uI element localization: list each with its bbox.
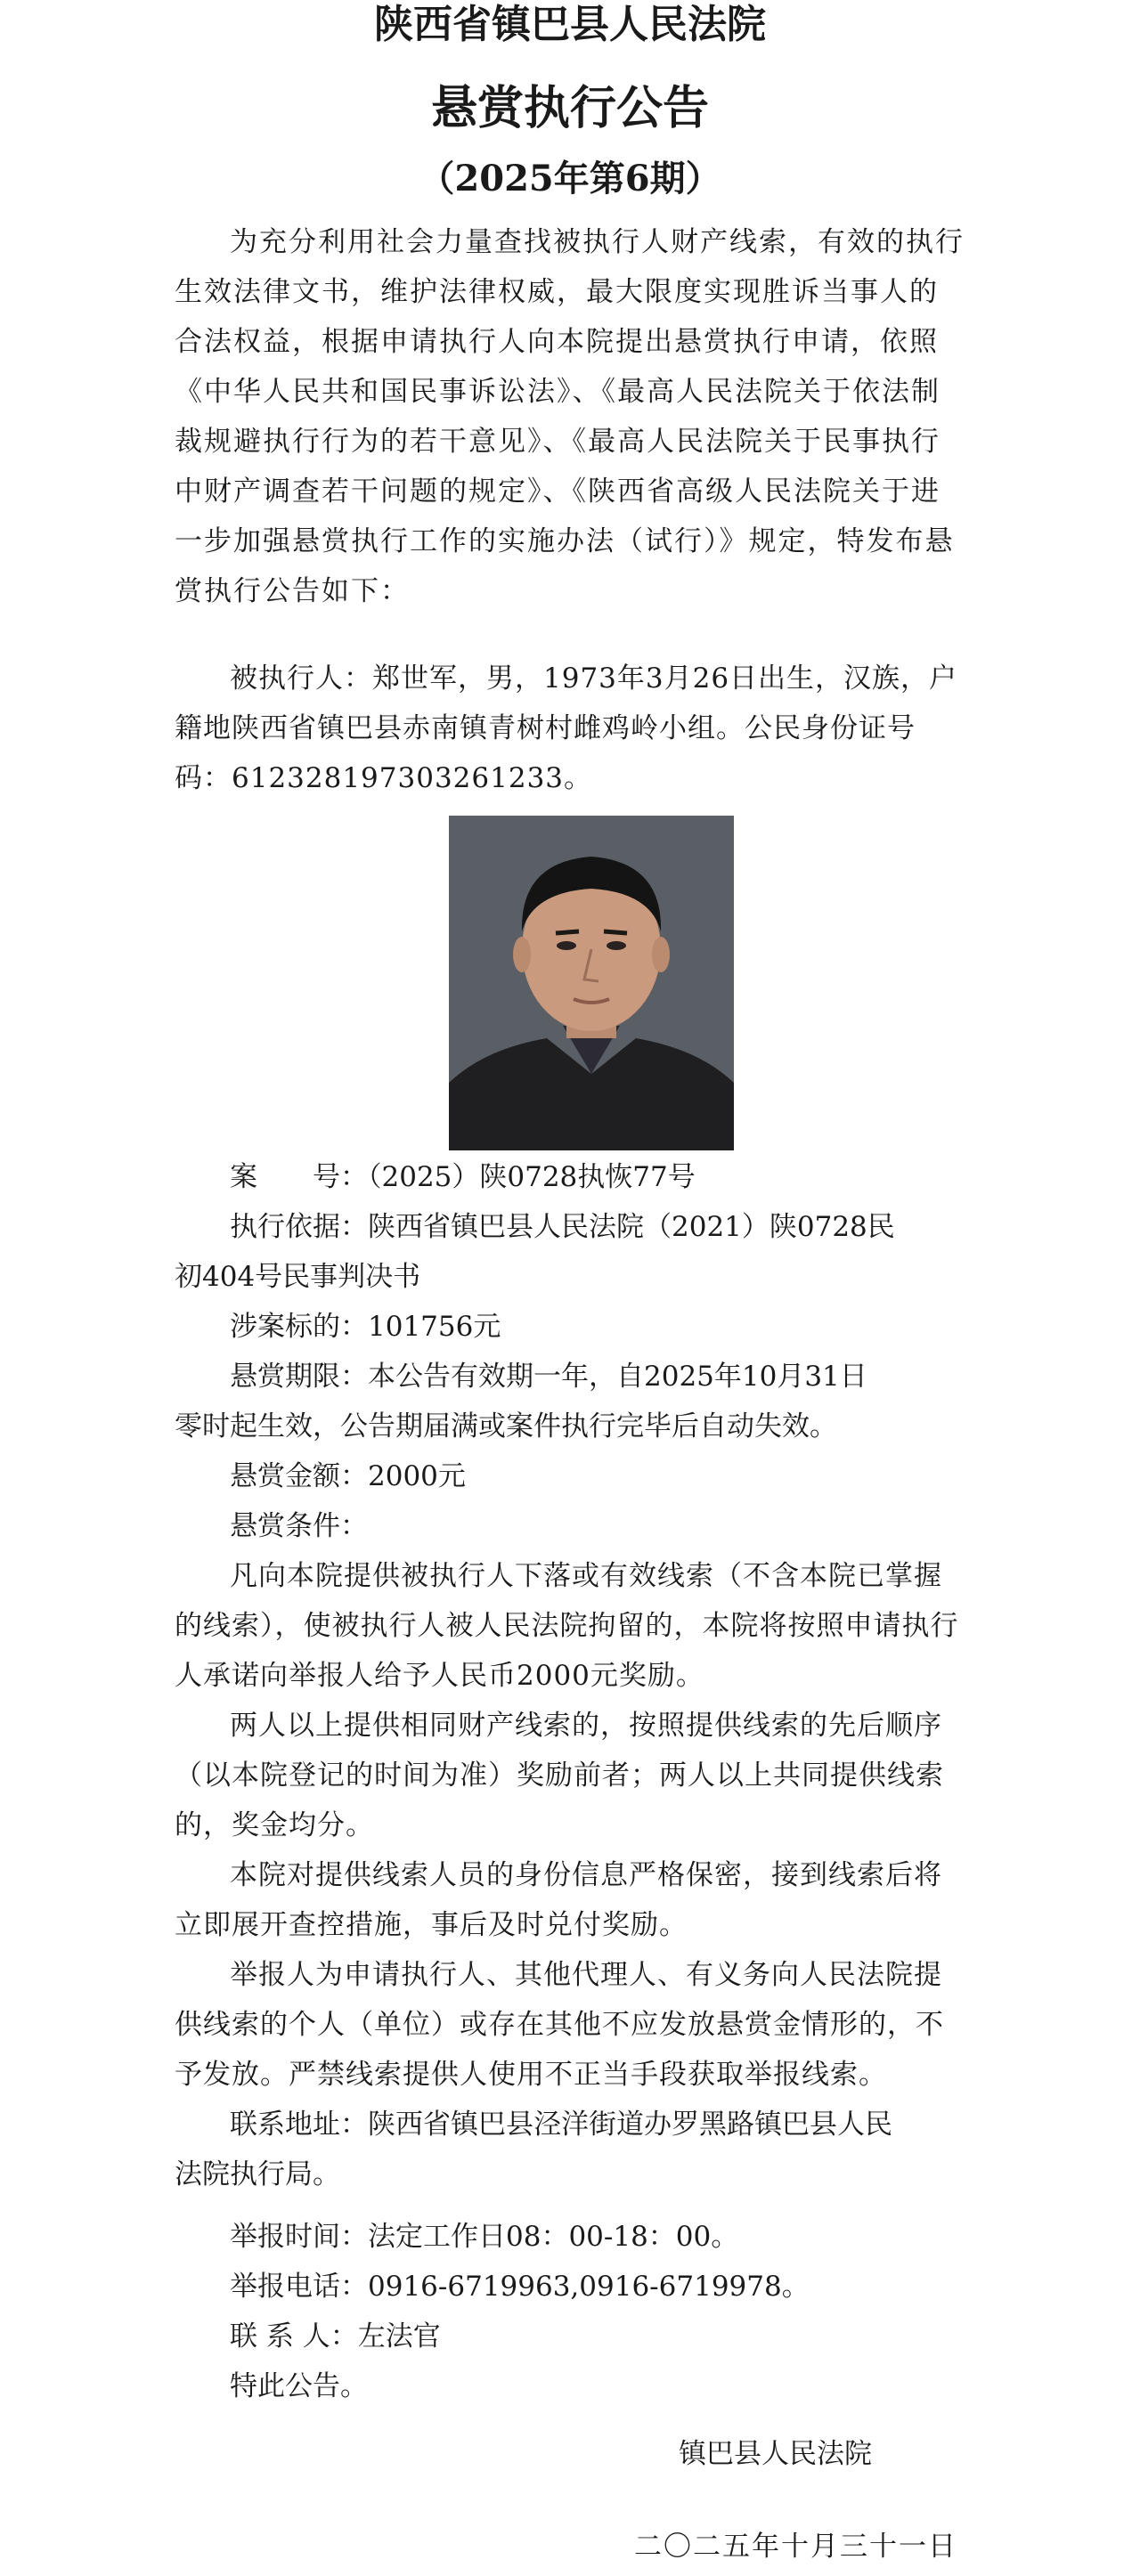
reward-period: 悬赏期限：本公告有效期一年，自2025年10月31日 xyxy=(230,1361,867,1393)
contact-person: 联 系 人：左法官 xyxy=(230,2320,441,2353)
case-number: 案 号：（2025）陕0728执恢77号 xyxy=(230,1161,696,1193)
reward-conditions-heading: 悬赏条件： xyxy=(230,1510,368,1542)
contact-address-cont: 法院执行局。 xyxy=(175,2158,340,2190)
report-hours: 举报时间：法定工作日08：00-18：00。 xyxy=(230,2221,739,2253)
person-photo-icon xyxy=(449,816,734,1150)
condition-paragraph-4: 举报人为申请执行人、其他代理人、有义务向人民法院提供线索的个人（单位）或存在其他不应发放悬赏金情形的，不予发放。严禁线索提供人使用不正当手段获取举报线索。 xyxy=(175,1959,944,2091)
condition-paragraph-2: 两人以上提供相同财产线索的，按照提供线索的先后顺序（以本院登记的时间为准）奖励前者；两人以上共同提供线索的，奖金均分。 xyxy=(175,1710,944,1841)
debtor-info-paragraph: 被执行人：郑世军，男，1973年3月26日出生，汉族，户籍地陕西省镇巴县赤南镇青树村雌鸡岭小组。公民身份证号码：612328197303261233。 xyxy=(175,662,958,794)
reward-amount: 悬赏金额：2000元 xyxy=(230,1460,466,1492)
condition-paragraph-1: 凡向本院提供被执行人下落或有效线索（不含本院已掌握的线索），使被执行人被人民法院拘留的，本院将按照申请执行人承诺向举报人给予人民币2000元奖励。 xyxy=(175,1560,959,1692)
case-amount: 涉案标的：101756元 xyxy=(230,1311,501,1343)
report-phone: 举报电话：0916-6719963,0916-6719978。 xyxy=(230,2271,810,2303)
notice-title: 悬赏执行公告 xyxy=(430,81,709,135)
closing-remark: 特此公告。 xyxy=(230,2370,368,2402)
court-name: 陕西省镇巴县人民法院 xyxy=(374,2,766,47)
enforcement-basis-cont: 初404号民事判决书 xyxy=(175,1261,421,1293)
signing-organization: 镇巴县人民法院 xyxy=(679,2438,872,2470)
enforcement-basis: 执行依据：陕西省镇巴县人民法院（2021）陕0728民 xyxy=(230,1211,895,1243)
issue-number: （2025年第6期） xyxy=(419,158,721,199)
signing-date: 二〇二五年十月三十一日 xyxy=(634,2531,957,2563)
reward-period-cont: 零时起生效，公告期届满或案件执行完毕后自动失效。 xyxy=(175,1410,837,1442)
contact-address: 联系地址：陕西省镇巴县泾洋街道办罗黑路镇巴县人民 xyxy=(230,2109,892,2141)
intro-paragraph: 为充分利用社会力量查找被执行人财产线索，有效的执行生效法律文书，维护法律权威，最大限度实现胜诉当事人的合法权益，根据申请执行人向本院提出悬赏执行申请，依照《中华人民共和国民事诉讼法》、《最高人民法院关于依法制裁规避执行行为的若干意见》、《最高人民法院关于民事执行中财产调查若干问题的规定》、《陕西省高级人民法院关于进一步加强悬赏执行工作的实施办法（试行）》规定，特发布悬赏执行公告如下： xyxy=(175,226,965,607)
condition-paragraph-3: 本院对提供线索人员的身份信息严格保密，接到线索后将立即展开查控措施，事后及时兑付奖励。 xyxy=(175,1859,942,1941)
